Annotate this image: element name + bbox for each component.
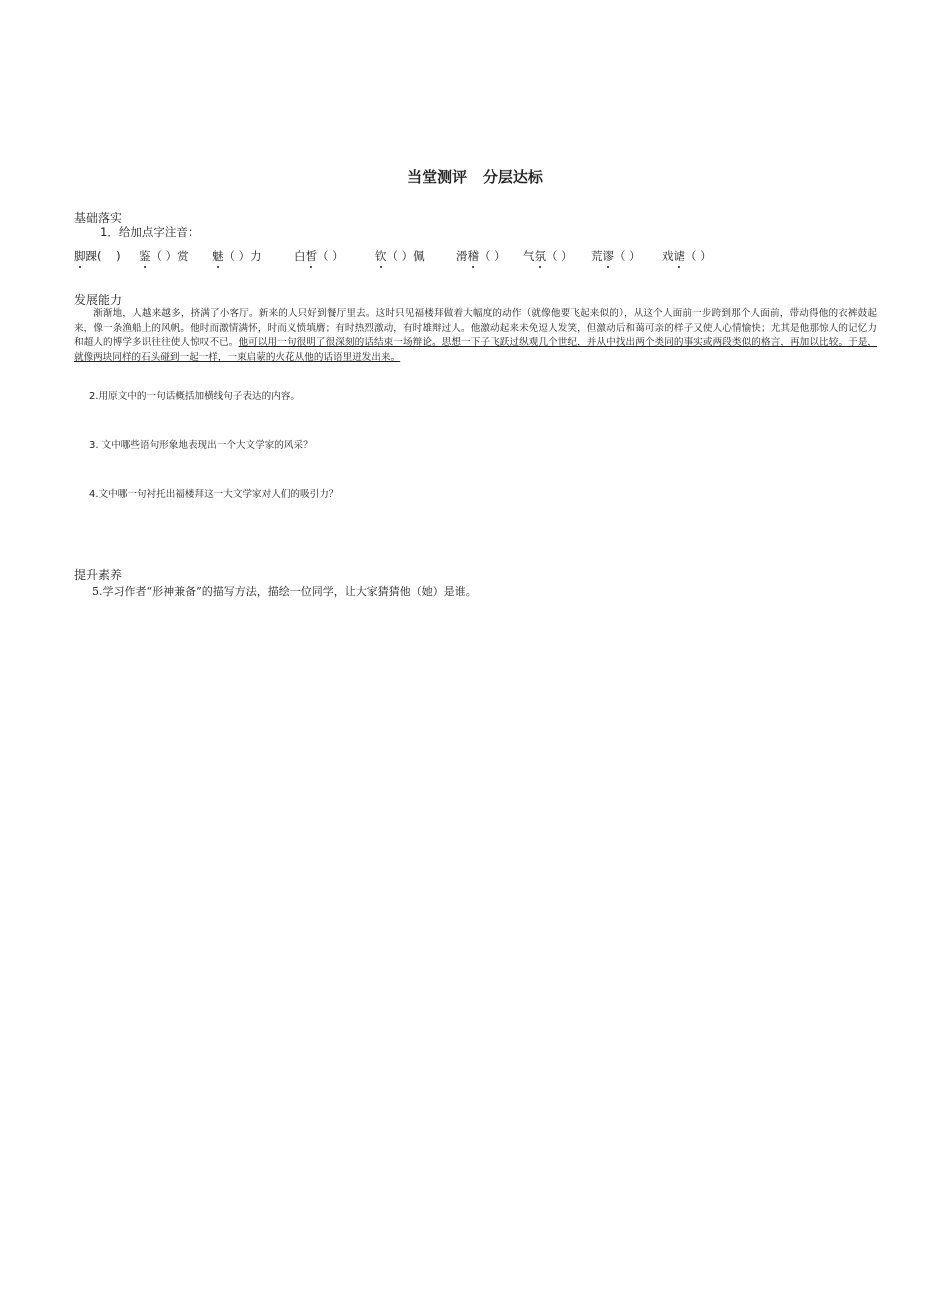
- word-item: 气氛（ ）: [523, 249, 573, 263]
- word-item: 脚踝( ): [74, 249, 121, 263]
- word-item: 魅（ ）力: [212, 249, 262, 263]
- question-3: 3. 文中哪些语句形象地表现出一个大文学家的风采？: [89, 440, 313, 451]
- question-1-label: 1．给加点字注音：: [100, 225, 200, 239]
- pinyin-word-row: [0, 248, 950, 268]
- word-item: 钦（ ）佩: [375, 249, 425, 263]
- passage-underlined-text: 他可以用一句很明了很深刻的话结束一场辩论。思想一下子飞跃过纵观几个世纪，并从中找出两个类同的事实或两段类似的格言，再加以比较。于是，就像两块同样的石头碰到一起一样，一束启蒙的火花从他的话语里迸发出来。: [74, 337, 878, 363]
- word-item: 滑稽（ ）: [456, 249, 506, 263]
- question-5: 5.学习作者“形神兼备”的描写方法，描绘一位同学，让大家猜猜他（她）是谁。: [92, 585, 477, 598]
- word-item: 鉴（ ）赏: [139, 249, 189, 263]
- question-4: 4.文中哪一句衬托出福楼拜这一大文学家对人们的吸引力？: [89, 489, 339, 500]
- section-heading-development: 发展能力: [74, 293, 123, 307]
- page-title: 当堂测评 分层达标: [407, 168, 543, 186]
- passage-text: 渐渐地，人越来越多，挤满了小客厅。新来的人只好到餐厅里去。这时只见福楼拜做着大幅度的动作（就像他要飞起来似的），从这个人面前一步跨到那个人面前，带动得他的衣裤鼓起来，像一条渔船上的风帆。他时而激情满怀，时而义愤填膺；有时热烈激动，有时雄辩过人。他激动起来未免逗人发笑，但激动后和蔼可亲的样子又使人心情愉快；尤其是他那惊人的记忆力和超人的博学多识往往使人惊叹不已。: [74, 308, 877, 348]
- word-item: 白皙（ ）: [294, 249, 344, 263]
- question-2: 2.用原文中的一句话概括加横线句子表达的内容。: [89, 391, 301, 402]
- reading-passage: [74, 307, 877, 365]
- section-heading-improvement: 提升素养: [74, 568, 123, 582]
- word-item: 荒谬（ ）: [591, 249, 641, 263]
- word-item: 戏谑（ ）: [662, 249, 712, 263]
- section-heading-basic: 基础落实: [74, 211, 123, 225]
